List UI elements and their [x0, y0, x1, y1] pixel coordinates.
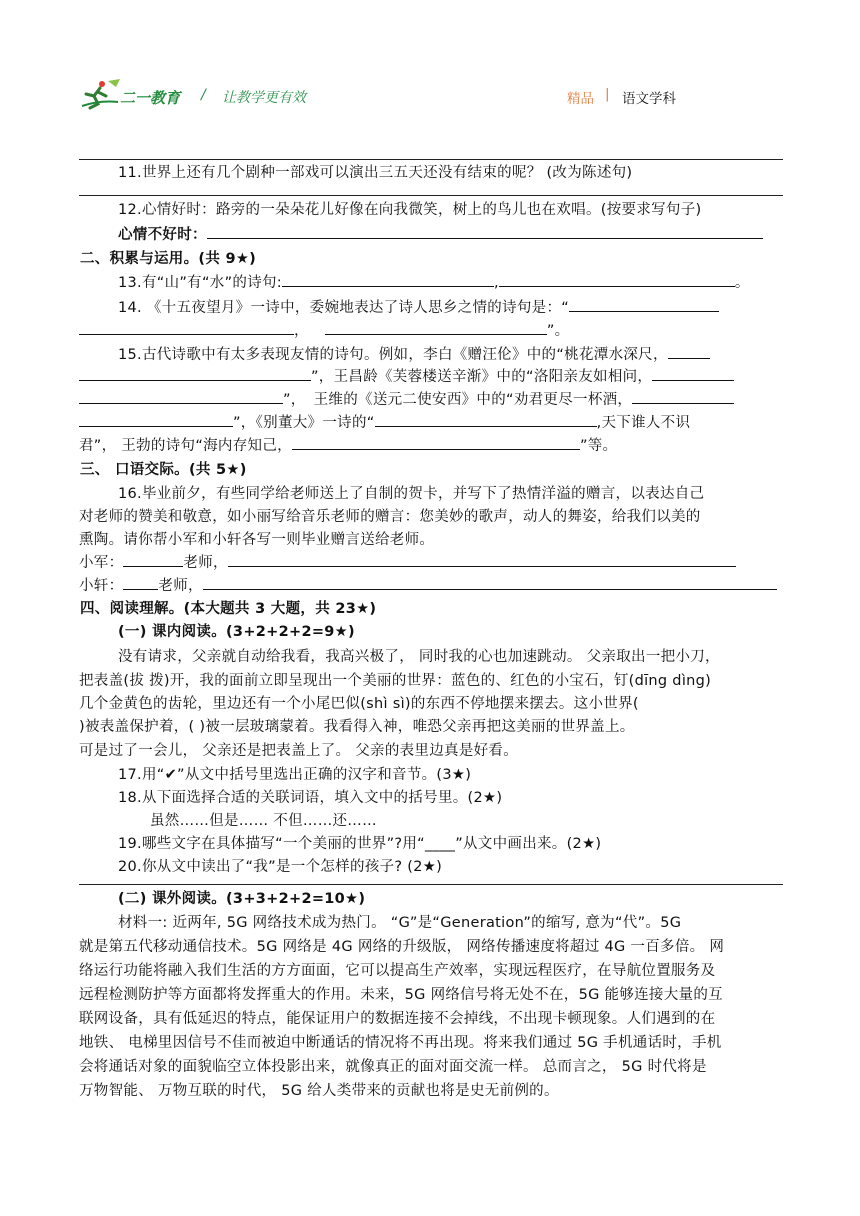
header [80, 78, 780, 114]
material-1-line5: 联网设备，具有低延迟的特点，能保证用户的数据连接不会掉线，不出现卡顿现象。人们遇到的在 [79, 1011, 716, 1027]
material-1-line3: 络运行功能将融入我们生活的方方面面，它可以提高生产效率，实现远程医疗，在导航位置服务及 [79, 963, 716, 979]
answer-blank[interactable] [632, 389, 734, 404]
passage-1-line5: 可是过了一会儿， 父亲还是把表盖上了。 父亲的表里边真是好看。 [79, 743, 519, 759]
xiaojun-teacher: 老师， [183, 555, 228, 571]
question-15-line3 [79, 389, 734, 411]
question-12: 12.心情好时：路旁的一朵朵花儿好像在向我微笑，树上的鸟儿也在欢唱。(按要求写句子) [118, 202, 702, 218]
answer-blank[interactable] [207, 224, 763, 239]
q15-text-3a: ”， [283, 392, 306, 408]
question-16-line2: 对老师的赞美和敬意，如小丽写给音乐老师的赠言：您美妙的歌声，动人的舞姿，给我们以美的 [79, 509, 701, 525]
passage-1-line2: 把表盖(拔 拨)开，我的面前立即呈现出一个美丽的世界：蓝色的、红色的小宝石，钉(dīng dìng) [79, 673, 712, 689]
header-divider: | [605, 86, 610, 102]
question-17: 17.用“✔”从文中括号里选出正确的汉字和音节。(3★) [118, 767, 472, 783]
section-3-title: 三、 口语交际。(共 5★) [80, 462, 247, 478]
passage-1-line4: )被表盖保护着，( )被一层玻璃蒙着。我看得入神，唯恐父亲再把这美丽的世界盖上。 [79, 719, 635, 735]
answer-blank[interactable] [569, 297, 719, 312]
question-20: 20.你从文中读出了“我”是一个怎样的孩子? (2★) [118, 859, 443, 875]
answer-blank[interactable] [123, 552, 183, 567]
answer-blank[interactable] [499, 272, 735, 287]
divider-20 [79, 884, 783, 885]
runner-logo-icon [80, 78, 122, 110]
part-2-title: (二) 课外阅读。(3+3+2+2=10★) [118, 891, 366, 907]
question-15-line1 [118, 344, 710, 366]
q12-label: 心情不好时： [118, 227, 207, 243]
question-15-line2 [79, 366, 734, 388]
material-1-line8: 万物智能、 万物互联的时代， 5G 给人类带来的贡献也将是史无前例的。 [79, 1083, 559, 1099]
logo-text: 二一教育 [120, 89, 181, 107]
q15-text-4a: ”，《别董大》一诗的“ [233, 415, 375, 431]
material-1-line2: 就是第五代移动通信技术。5G 网络是 4G 网络的升级版， 网络传播速度将超过 4G 一百多倍。 网 [79, 939, 725, 955]
answer-blank[interactable] [123, 575, 158, 590]
answer-blank[interactable] [79, 366, 311, 381]
header-slash: / [201, 87, 206, 103]
q15-text-5a: 君”， 王勃的诗句“海内存知己， [79, 438, 292, 454]
question-18-options: 虽然……但是…… 不但……还…… [150, 813, 377, 829]
question-14-cont [79, 320, 569, 342]
q13-end: 。 [734, 275, 750, 291]
q15-text-3b: 王维的《送元二使安西》中的“劝君更尽一杯酒， [313, 392, 633, 408]
q16-xiaojun [79, 552, 736, 574]
q14-text: 14. 《十五夜望月》一诗中，委婉地表达了诗人思乡之情的诗句是：“ [118, 300, 570, 316]
answer-blank[interactable] [203, 575, 777, 590]
question-19: 19.哪些文字在具体描写“一个美丽的世界”?用“____”从文中画出来。(2★) [118, 836, 602, 852]
question-15-line4 [79, 412, 690, 434]
section-2-title: 二、积累与运用。(共 9★) [80, 251, 257, 267]
q14-mid: ， [294, 323, 309, 339]
question-14 [118, 297, 719, 319]
answer-blank[interactable] [228, 552, 736, 567]
part-1-title: (一) 课内阅读。(3+2+2+2=9★) [118, 624, 355, 640]
question-15-line5 [79, 435, 617, 457]
question-18: 18.从下面选择合适的关联词语，填入文中的括号里。(2★) [118, 790, 503, 806]
answer-blank[interactable] [652, 366, 734, 381]
material-1-line7: 会将通话对象的面貌临空立体投影出来，就像真正的面对面交流一样。 总而言之， 5G 时代将是 [79, 1059, 707, 1075]
material-1-line6: 地铁、 电梯里因信号不佳而被迫中断通话的情况将不再出现。将来我们通过 5G 手机通话时，手机 [79, 1035, 722, 1051]
slogan: 让教学更有效 [222, 90, 306, 106]
answer-blank[interactable] [325, 320, 547, 335]
subject-label: 语文学科 [622, 91, 676, 107]
quality-tag: 精品 [567, 91, 594, 107]
answer-blank[interactable] [79, 320, 294, 335]
xiaojun-label: 小军： [79, 555, 124, 571]
question-16-line3: 熏陶。请你帮小军和小轩各写一则毕业赠言送给老师。 [79, 532, 435, 548]
divider-11 [79, 195, 783, 196]
xiaoxuan-teacher: 老师， [158, 578, 203, 594]
passage-1-line3: 几个金黄色的齿轮，里边还有一个小尾巴似(shì sì)的东西不停地摆来摆去。这小世界( [79, 696, 639, 712]
q13-sep: , [494, 275, 499, 291]
answer-blank[interactable] [282, 272, 494, 287]
xiaoxuan-label: 小轩： [79, 578, 124, 594]
q15-text-2: ”，王昌龄《芙蓉楼送辛渐》中的“洛阳亲友如相问， [311, 369, 653, 385]
material-1-line1: 材料一: 近两年, 5G 网络技术成为热门。 “G”是“Generation”的缩写, 意为“代”。5G [118, 915, 682, 931]
divider-top [79, 159, 783, 160]
question-12-bad-mood [118, 224, 763, 246]
question-16-line1: 16.毕业前夕，有些同学给老师送上了自制的贺卡，并写下了热情洋溢的赠言，以表达自己 [118, 486, 705, 502]
passage-1-line1: 没有请求，父亲就自动给我看，我高兴极了， 同时我的心也加速跳动。 父亲取出一把小刀， [118, 649, 720, 665]
q15-text-4b: ,天下谁人不识 [596, 415, 691, 431]
answer-blank[interactable] [375, 412, 597, 427]
question-13 [118, 272, 750, 294]
answer-blank[interactable] [79, 389, 283, 404]
q13-text: 13.有“山”有“水”的诗句: [118, 275, 282, 291]
material-1-line4: 远程检测防护等方面都将发挥重大的作用。未来，5G 网络信号将无处不在，5G 能够连接大量的互 [79, 987, 723, 1003]
answer-blank[interactable] [79, 412, 233, 427]
q15-text-1: 15.古代诗歌中有太多表现友情的诗句。例如，李白《赠汪伦》中的“桃花潭水深尺， [118, 347, 668, 363]
q16-xiaoxuan [79, 575, 777, 597]
question-11: 11.世界上还有几个剧种一部戏可以演出三五天还没有结束的呢？ (改为陈述句) [118, 165, 633, 181]
answer-blank[interactable] [668, 344, 710, 359]
q14-end: ”。 [546, 323, 570, 339]
q15-text-5b: ”等。 [579, 438, 618, 454]
answer-blank[interactable] [292, 435, 580, 450]
section-4-title: 四、阅读理解。(本大题共 3 大题，共 23★) [80, 601, 377, 617]
